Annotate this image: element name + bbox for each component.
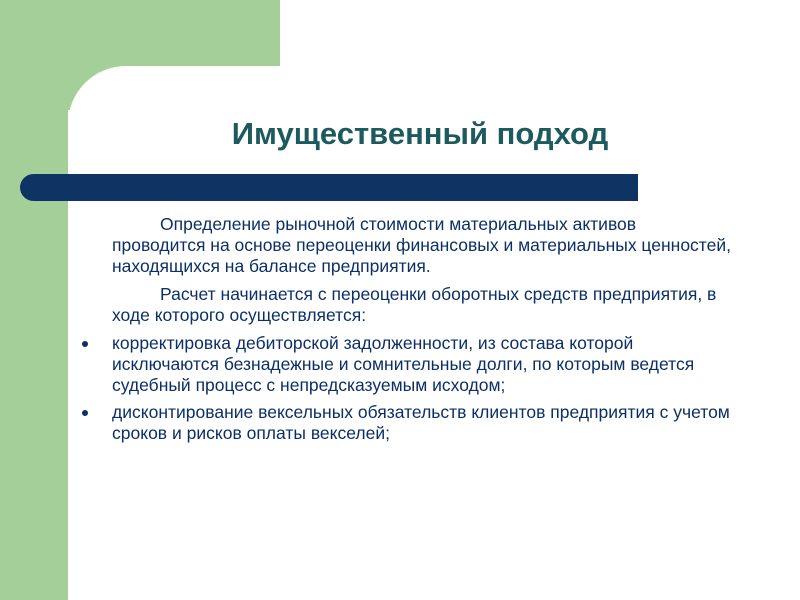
title-underline-bar (20, 174, 638, 201)
paragraph-calculation (0, 284, 732, 326)
paragraph-definition (0, 214, 732, 277)
paragraph-calculation-text: Расчет начинается с переоценки оборотных средств предприятия, в ходе которого осуществляется: (112, 284, 717, 325)
bullet-icon (82, 410, 88, 416)
bullet-icon (82, 341, 88, 347)
list-item-text: корректировка дебиторской задолженности, из состава которой исключаются безнадежные и сомнительные долги, по которым ведется судебный процесс с непредсказуемым исходом; (112, 333, 695, 395)
paragraph-definition-text: Определение рыночной стоимости материальных активов проводится на основе переоценки финансовых и материальных ценностей, находящихся на балансе предприятия. (112, 214, 731, 276)
list-item (0, 402, 732, 444)
slide-body (0, 214, 800, 450)
list-item-text: дисконтирование вексельных обязательств клиентов предприятия с учетом сроков и рисков оплаты векселей; (112, 402, 730, 443)
list-item (0, 333, 732, 396)
slide-title: Имущественный подход (231, 116, 609, 151)
